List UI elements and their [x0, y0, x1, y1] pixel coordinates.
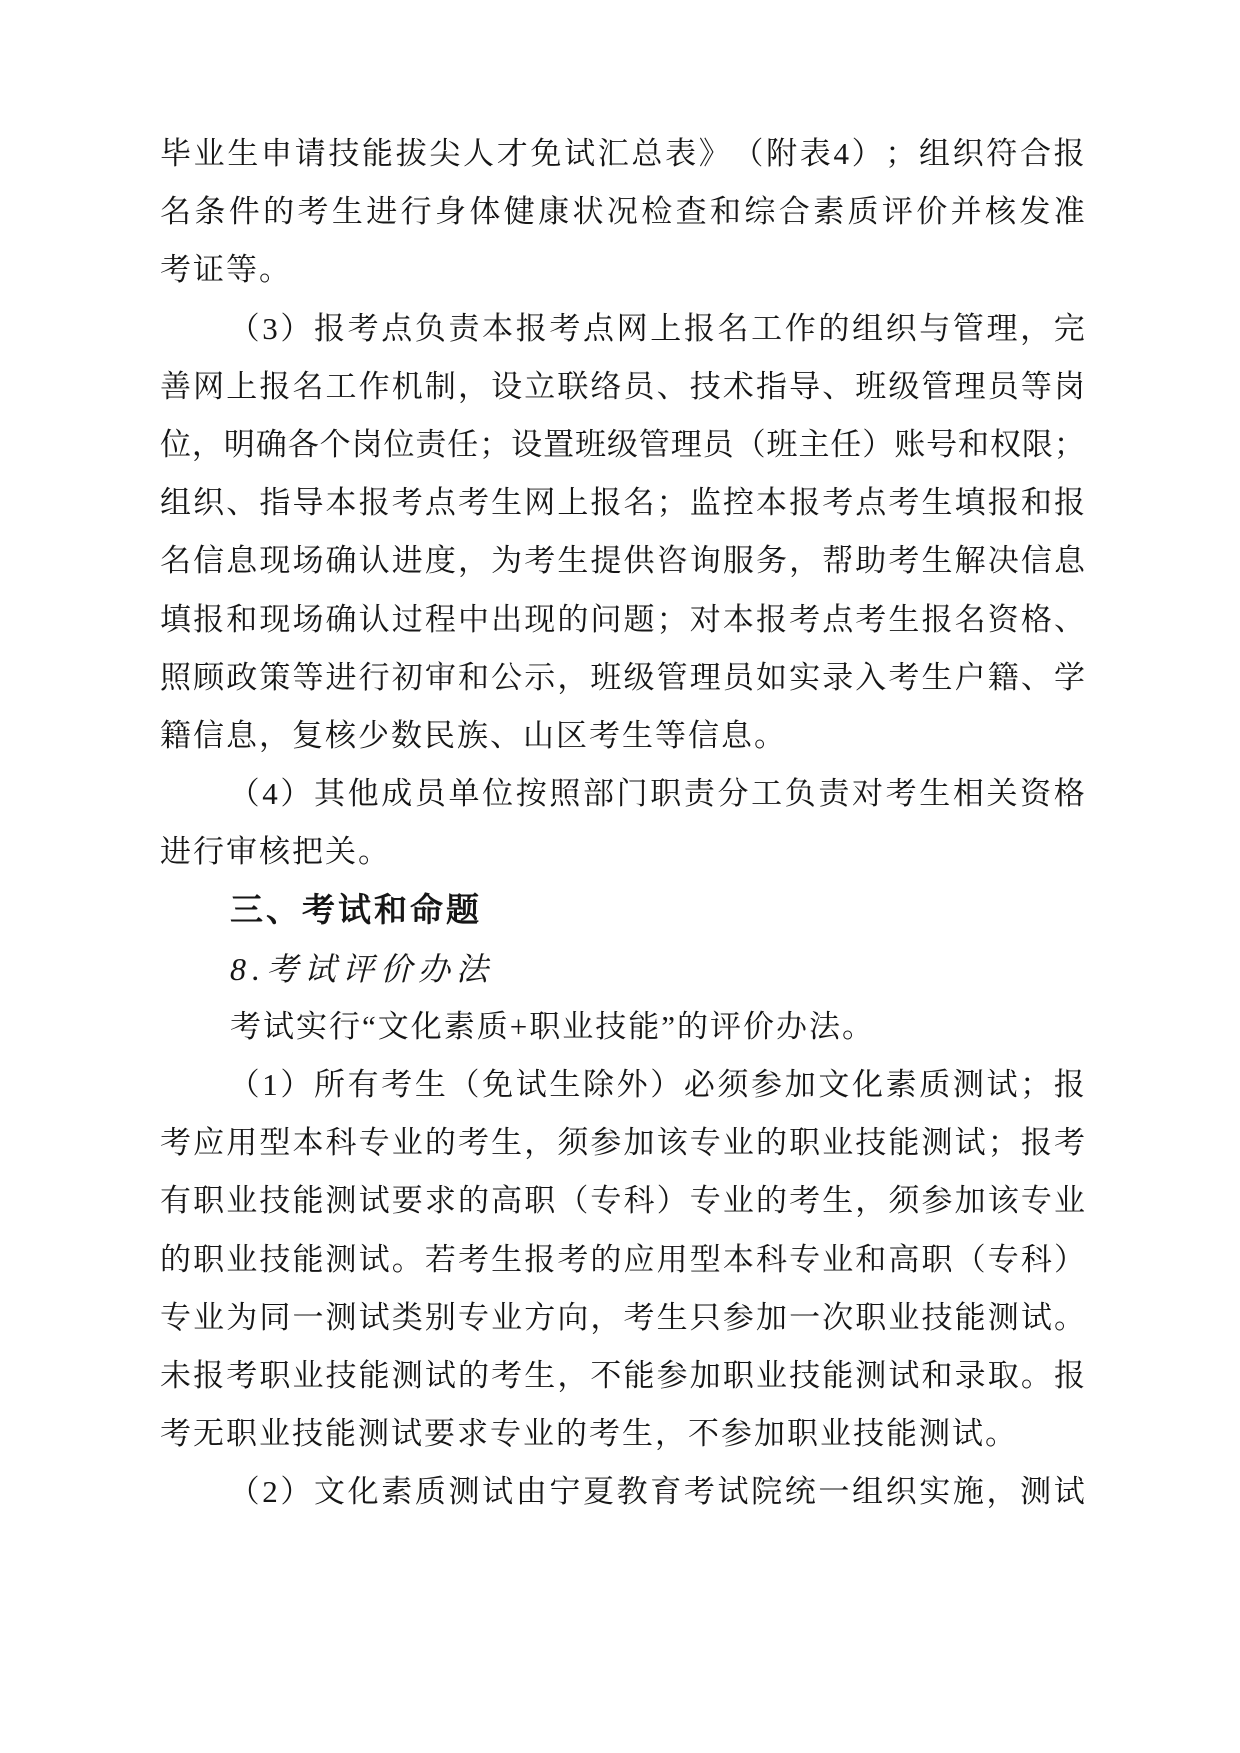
text-line: 组 织 、 指 导 本 报 考 点 考 生 网 上 报 名 ； 监 控 本 报 考 点 考 生 填 报 和 报	[160, 485, 1085, 521]
text-line: 名 条 件 的 考 生 进 行 身 体 健 康 状 况 检 查 和 综 合 素 质 评 价 并 核 发 准	[160, 194, 1085, 230]
text-line: 填 报 和 现 场 确 认 过 程 中 出 现 的 问 题 ； 对 本 报 考 点 考 生 报 名 资 格 、	[160, 601, 1085, 637]
text-line: （ 1 ） 所 有 考 生 （ 免 试 生 除 外 ） 必 须 参 加 文 化 素 质 测 试 ； 报	[228, 1067, 1085, 1102]
text-line: （ 2 ） 文 化 素 质 测 试 由 宁 夏 教 育 考 试 院 统 一 组 织 实 施 ， 测 试	[228, 1474, 1085, 1510]
section-heading: 三、考试和命题	[230, 891, 482, 929]
text-line: 考证等。	[160, 252, 292, 288]
text-line: 有 职 业 技 能 测 试 要 求 的 高 职 （ 专 科 ） 专 业 的 考 生 ， 须 参 加 该 专 业	[160, 1183, 1085, 1219]
text-line: 位 ， 明 确 各 个 岗 位 责 任 ； 设 置 班 级 管 理 员 （ 班 主 任 ） 账 号 和 权 限 ；	[160, 426, 1085, 462]
text-line: 考 应 用 型 本 科 专 业 的 考 生 ， 须 参 加 该 专 业 的 职 业 技 能 测 试 ； 报 考	[160, 1125, 1085, 1161]
text-line: 未 报 考 职 业 技 能 测 试 的 考 生 ， 不 能 参 加 职 业 技 能 测 试 和 录 取 。 报	[160, 1357, 1085, 1393]
text-line: 考无职业技能测试要求专业的考生，不参加职业技能测试。	[160, 1416, 1018, 1452]
text-line: 名 信 息 现 场 确 认 进 度 ， 为 考 生 提 供 咨 询 服 务 ， 帮 助 考 生 解 决 信 息	[160, 543, 1085, 579]
text-line: 毕 业 生 申 请 技 能 拔 尖 人 才 免 试 汇 总 表 》 （ 附 表 4 ） ； 组 织 符 合 报	[160, 136, 1085, 171]
document-body	[160, 125, 1085, 1522]
text-line: 进行审核把关。	[160, 834, 391, 870]
text-line: 籍信息，复核少数民族、山区考生等信息。	[160, 717, 787, 753]
text-line: （ 4 ） 其 他 成 员 单 位 按 照 部 门 职 责 分 工 负 责 对 考 生 相 关 资 格	[228, 776, 1085, 812]
text-line: 的 职 业 技 能 测 试 。 若 考 生 报 考 的 应 用 型 本 科 专 业 和 高 职 （ 专 科 ）	[160, 1241, 1085, 1277]
sub-heading: 8.考试评价办法	[230, 950, 495, 987]
text-line: 善 网 上 报 名 工 作 机 制 ， 设 立 联 络 员 、 技 术 指 导 、 班 级 管 理 员 等 岗	[160, 368, 1085, 404]
text-line: 专 业 为 同 一 测 试 类 别 专 业 方 向 ， 考 生 只 参 加 一 次 职 业 技 能 测 试 。	[160, 1299, 1085, 1335]
text-line: （ 3 ） 报 考 点 负 责 本 报 考 点 网 上 报 名 工 作 的 组 织 与 管 理 ， 完	[228, 310, 1085, 346]
text-line: 照 顾 政 策 等 进 行 初 审 和 公 示 ， 班 级 管 理 员 如 实 录 入 考 生 户 籍 、 学	[160, 659, 1085, 695]
text-line: 考试实行“文化素质+职业技能”的评价办法。	[230, 1008, 875, 1044]
